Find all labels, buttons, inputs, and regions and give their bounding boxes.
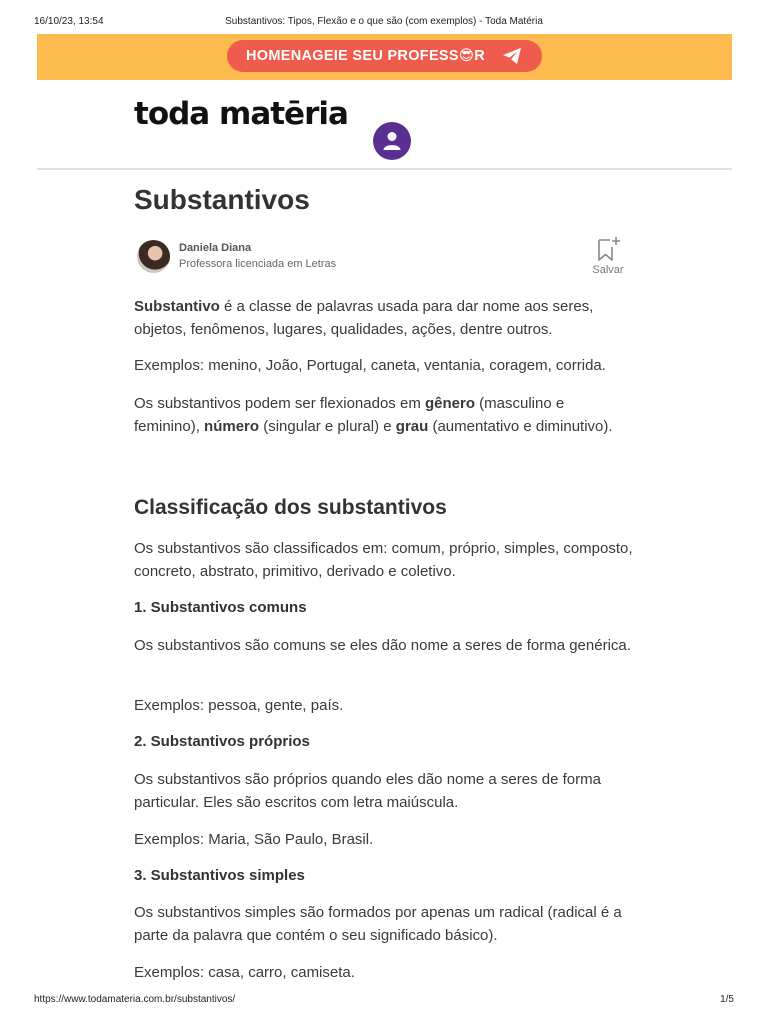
flexion-text-a: Os substantivos podem ser flexionados em: [134, 395, 425, 412]
author-name[interactable]: Daniela Diana: [179, 242, 252, 254]
comuns-examples: Exemplos: pessoa, gente, país.: [134, 697, 344, 714]
print-page-title: Substantivos: Tipos, Flexão e o que são (com exemplos) - Toda Matéria: [225, 16, 543, 27]
user-icon: [383, 131, 401, 151]
print-footer: [34, 994, 734, 1008]
bookmark-add-icon: [597, 236, 621, 262]
term-grau: grau: [395, 417, 429, 435]
proprios-examples: Exemplos: Maria, São Paulo, Brasil.: [134, 831, 374, 848]
site-logo[interactable]: toda matēria: [134, 96, 348, 132]
subheading-comuns: 1. Substantivos comuns: [134, 599, 307, 616]
banner-button-label: HOMENAGEIE SEU PROFESS😎R: [246, 48, 486, 64]
subheading-proprios: 2. Substantivos próprios: [134, 733, 310, 750]
header-divider: [37, 168, 732, 170]
promo-banner: [37, 34, 732, 80]
print-header: [34, 16, 734, 30]
save-button[interactable]: [586, 236, 630, 280]
term-genero: gênero: [424, 395, 475, 412]
simples-text: Os substantivos simples são formados por apenas um radical (radical é a parte da palavra que contém o seu significado básico).: [134, 904, 622, 944]
comuns-text: Os substantivos são comuns se eles dão nome a seres de forma genérica.: [134, 637, 631, 654]
section-heading: Classificação dos substantivos: [134, 496, 447, 519]
term-substantivo: Substantivo: [134, 298, 220, 315]
homenageie-professor-button[interactable]: [227, 40, 542, 72]
save-label: Salvar: [592, 264, 624, 276]
print-page-number: 1/5: [720, 994, 734, 1005]
subheading-simples: 3. Substantivos simples: [134, 867, 305, 884]
author-avatar: [137, 240, 170, 273]
flexion-paragraph: [134, 393, 634, 438]
examples-paragraph: Exemplos: menino, João, Portugal, caneta, ventania, coragem, corrida.: [134, 357, 606, 374]
flexion-text-c: (masculino e feminino),: [134, 395, 565, 435]
simples-examples: Exemplos: casa, carro, camiseta.: [134, 964, 355, 981]
flexion-text-e: (singular e plural) e: [259, 417, 396, 435]
paper-plane-icon: [502, 47, 522, 65]
term-numero: número: [204, 417, 260, 435]
author-role: Professora licenciada em Letras: [179, 258, 337, 270]
flexion-text-g: (aumentativo e diminutivo).: [428, 417, 613, 435]
print-url: https://www.todamateria.com.br/substantivos/: [34, 994, 236, 1005]
section-intro: Os substantivos são classificados em: comum, próprio, simples, composto, concreto, abstrato, primitivo, derivado e coletivo.: [134, 540, 633, 580]
proprios-text: Os substantivos são próprios quando eles dão nome a seres de forma particular. Eles são escritos com letra maiúscula.: [134, 771, 601, 811]
article-title: Substantivos: [134, 184, 310, 215]
user-account-button[interactable]: [373, 122, 411, 160]
print-datetime: 16/10/23, 13:54: [34, 16, 104, 27]
intro-text: é a classe de palavras usada para dar nome aos seres, objetos, fenômenos, lugares, qualidades, ações, dentre outros.: [134, 298, 594, 338]
intro-paragraph: [134, 296, 634, 341]
